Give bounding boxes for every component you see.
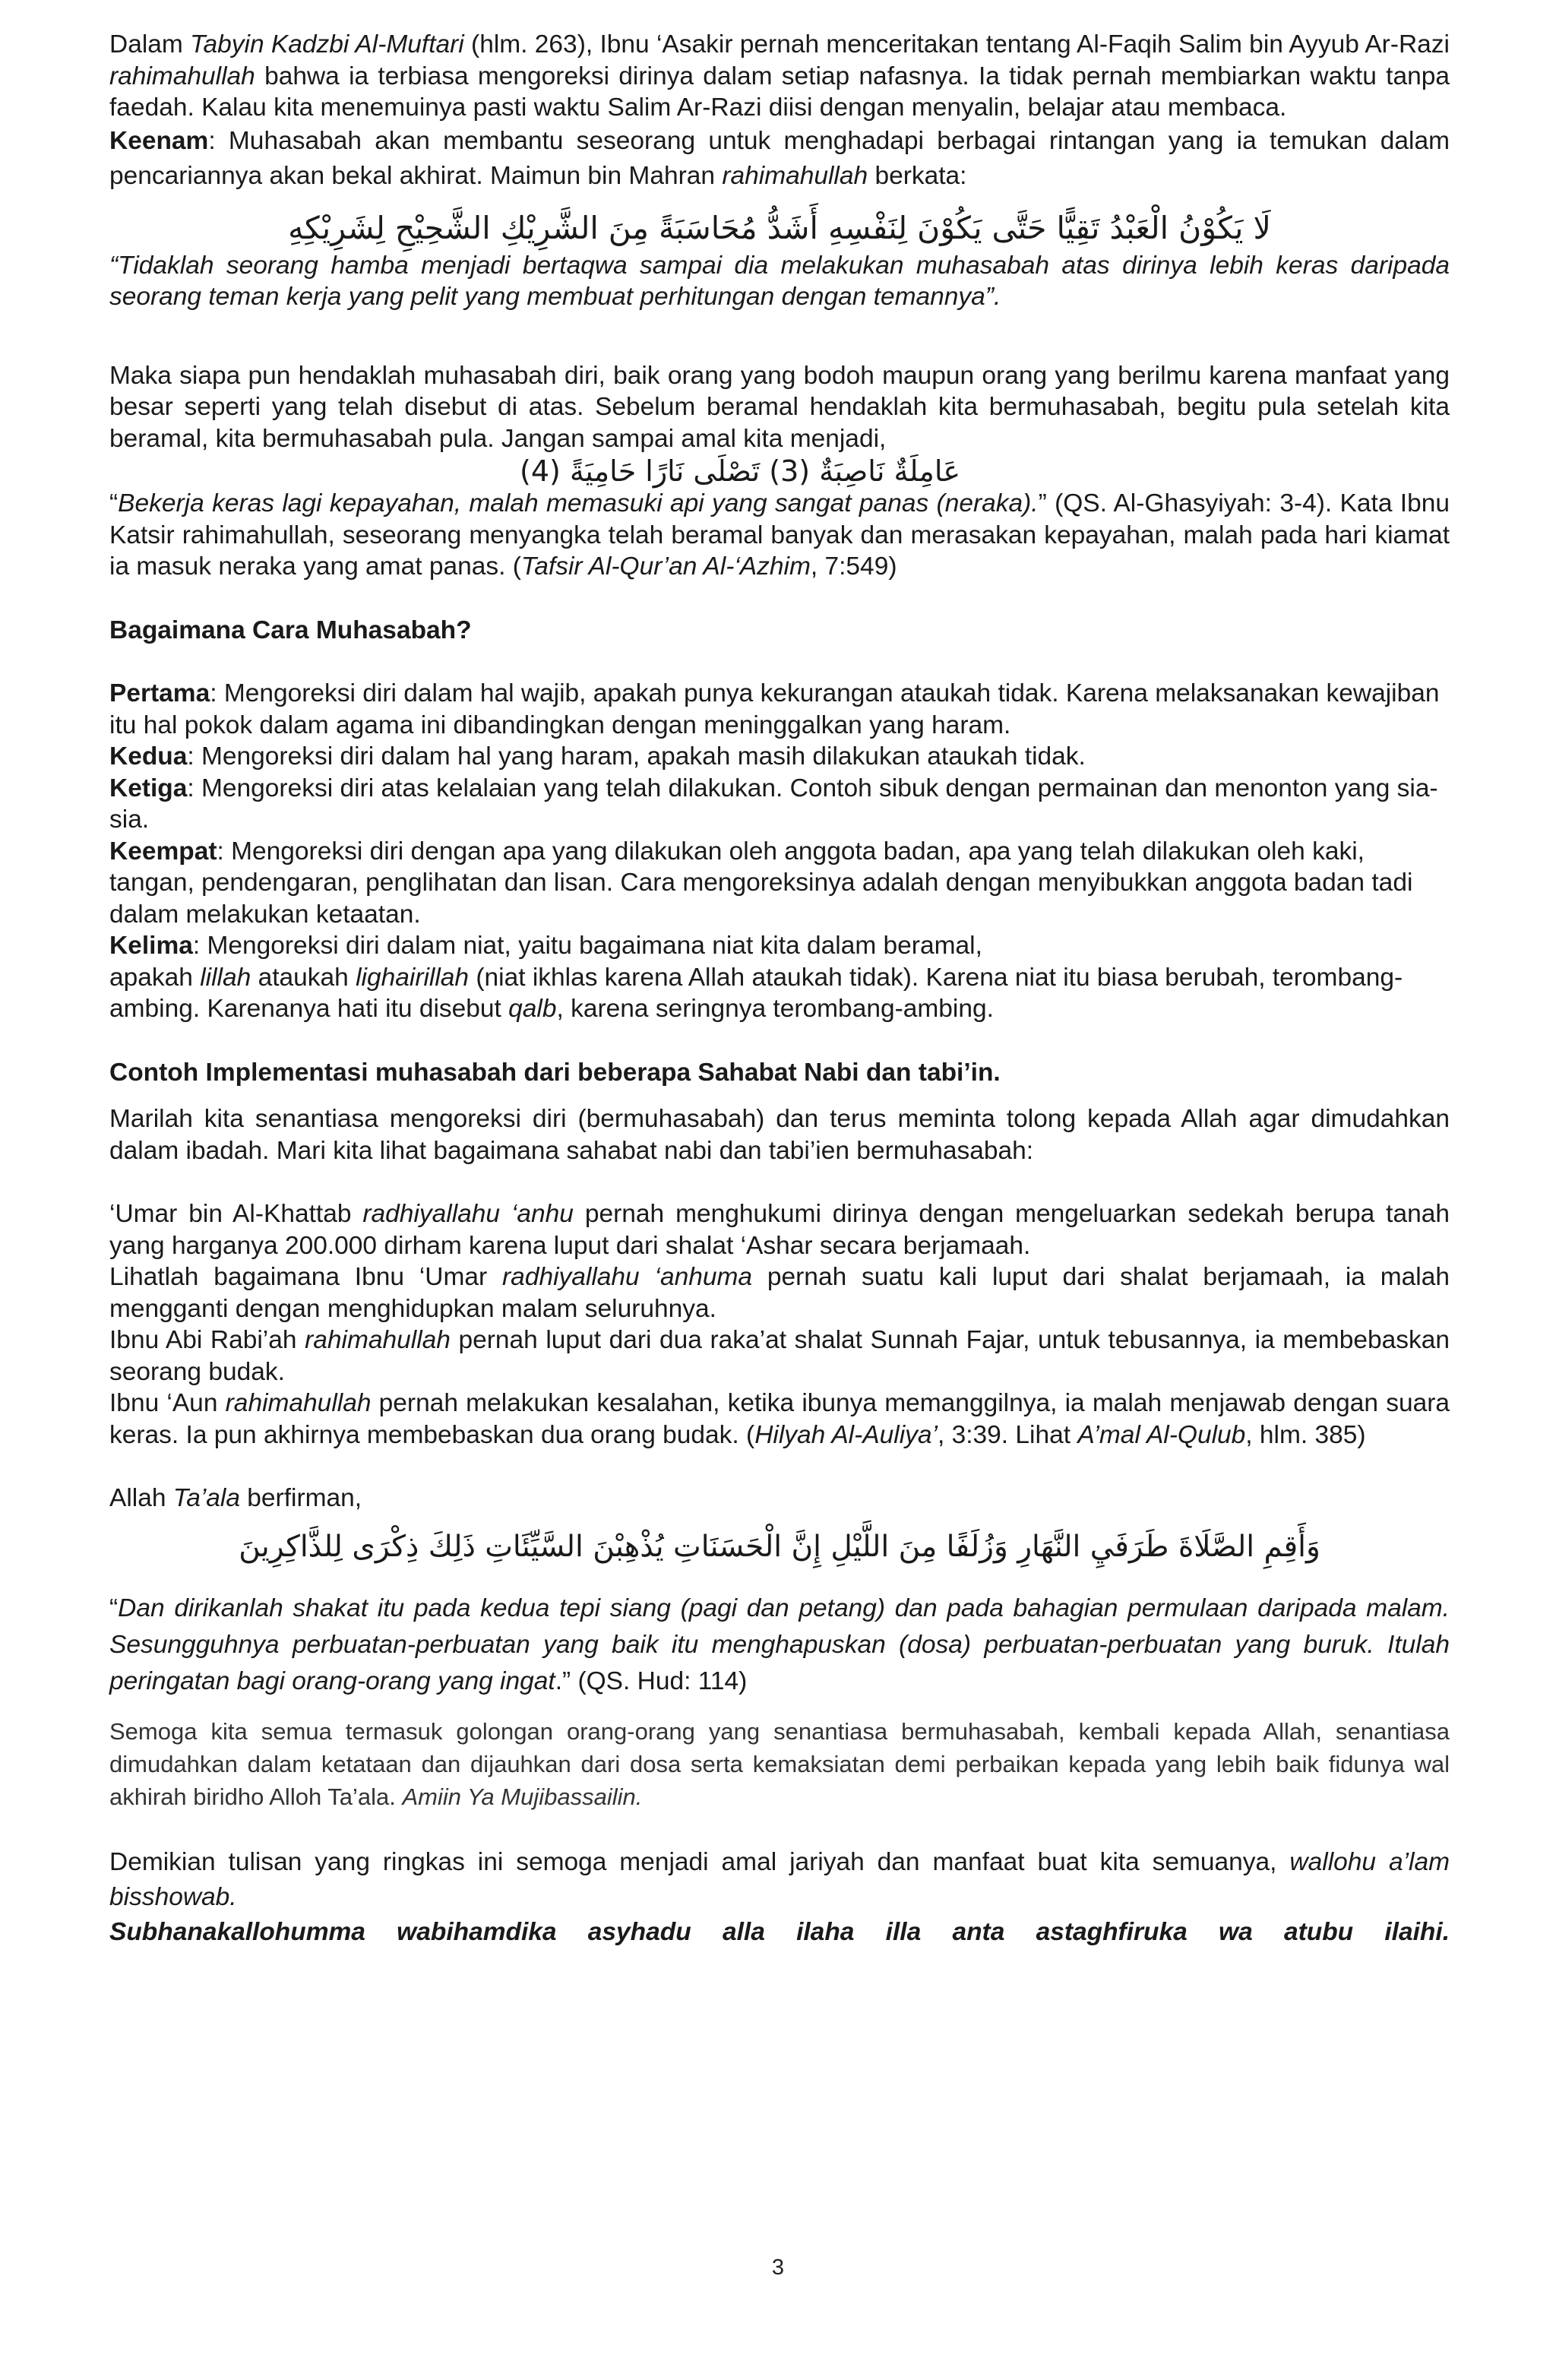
translation-maimun: “Tidaklah seorang hamba menjadi bertaqwa sampai dia melakukan muhasabah atas dirinya lebih keras daripada seorang teman kerja yang pelit yang membuat perhitungan dengan temannya”. <box>109 251 1450 311</box>
heading-contoh-implementasi: Contoh Implementasi muhasabah dari beberapa Sahabat Nabi dan tabi’in. <box>109 1058 1001 1087</box>
paragraph-keenam: Keenam: Muhasabah akan membantu seseorang untuk menghadapi berbagai rintangan yang ia temukan dalam pencariannya akan bekal akhirat. Maimun bin Mahran rahimahullah berkata: <box>109 126 1450 190</box>
paragraph-salim-ar-razi: Dalam Tabyin Kadzbi Al-Muftari (hlm. 263), Ibnu ‘Asakir pernah menceritakan tentang Al-Faqih Salim bin Ayyub Ar-Razi rahimahullah bahwa ia terbiasa mengoreksi dirinya dalam setiap nafasnya. Ia tidak pernah membiarkan waktu tanpa faedah. Kalau kita menemuinya pasti waktu Salim Ar-Razi diisi dengan menyalin, belajar atau membaca. <box>109 30 1450 122</box>
paragraph-ibnu-abi-rabiah: Ibnu Abi Rabi’ah rahimahullah pernah luput dari dua raka’at shalat Sunnah Fajar, untuk tebusannya, ia membebaskan seorang budak. <box>109 1326 1450 1386</box>
paragraph-closing-doa: Semoga kita semua termasuk golongan orang-orang yang senantiasa bermuhasabah, kembali kepada Allah, senantiasa dimudahkan dalam ketataan dan dijauhkan dari dosa serta kemaksiatan demi perbaikan kepada yang lebih baik fidunya wal akhirah biridho Alloh Ta’ala. Amiin Ya Mujibassailin. <box>109 1717 1450 1810</box>
point-pertama: Pertama: Mengoreksi diri dalam hal wajib, apakah punya kekurangan ataukah tidak. Karena melaksanakan kewajiban itu hal pokok dalam agama ini dibandingkan dengan meninggalkan yang haram. <box>109 679 1440 739</box>
page-number: 3 <box>771 2255 785 2280</box>
paragraph-subhanaka: Subhanakallohumma wabihamdika asyhadu alla ilaha illa anta astaghfiruka wa atubu ilaihi. <box>109 1917 1450 1946</box>
paragraph-umar: ‘Umar bin Al-Khattab radhiyallahu ‘anhu pernah menghukumi dirinya dengan mengeluarkan sedekah berupa tanah yang harganya 200.000 dirham karena luput dari shalat ‘Ashar secara berjamaah. <box>109 1200 1450 1260</box>
paragraph-ghasyiyah-translation: “Bekerja keras lagi kepayahan, malah memasuki api yang sangat panas (neraka).” (QS. Al-Ghasyiyah: 3-4). Kata Ibnu Katsir rahimahullah, seseorang menyangka telah beramal banyak dan merasakan kepayahan, malah pada hari kiamat ia masuk neraka yang amat panas. (Tafsir Al-Qur’an Al-‘Azhim, 7:549) <box>109 489 1450 581</box>
point-keempat: Keempat: Mengoreksi diri dengan apa yang dilakukan oleh anggota badan, apa yang telah dilakukan oleh kaki, tangan, pendengaran, penglihatan dan lisan. Cara mengoreksinya adalah dengan menyibukkan anggota badan tadi dalam melakukan ketaatan. <box>109 837 1413 929</box>
arabic-hud-114: وَأَقِمِ الصَّلَاةَ طَرَفَيِ النَّهَارِ وَزُلَفًا مِنَ اللَّيْلِ إِنَّ الْحَسَنَاتِ يُذْهِبْنَ السَّيِّئَاتِ ذَلِكَ ذِكْرَى لِلذَّاكِرِينَ <box>239 1529 1320 1564</box>
paragraph-allah-berfirman: Allah Ta’ala berfirman, <box>109 1484 362 1512</box>
point-kedua: Kedua: Mengoreksi diri dalam hal yang haram, apakah masih dilakukan ataukah tidak. <box>109 742 1086 771</box>
document-page <box>109 29 1450 1950</box>
arabic-quote-maimun: لَا يَكُوْنُ الْعَبْدُ تَقِيًّا حَتَّى يَكُوْنَ لِنَفْسِهِ أَشَدُّ مُحَاسَبَةً مِنَ الشَّرِيْكِ الشَّحِيْحِ لِشَرِيْكِهِ <box>288 209 1271 246</box>
paragraph-ibnu-aun: Ibnu ‘Aun rahimahullah pernah melakukan kesalahan, ketika ibunya memanggilnya, ia malah menjawab dengan suara keras. Ia pun akhirnya membebaskan dua orang budak. (Hilyah Al-Auliya’, 3:39. Lihat A’mal Al-Qulub, hlm. 385) <box>109 1389 1450 1449</box>
paragraph-maka-siapa: Maka siapa pun hendaklah muhasabah diri, baik orang yang bodoh maupun orang yang berilmu karena manfaat yang besar seperti yang telah disebut di atas. Sebelum beramal hendaklah kita bermuhasabah, begitu pula setelah kita beramal, kita bermuhasabah pula. Jangan sampai amal kita menjadi, <box>109 361 1450 453</box>
paragraph-hud-translation: “Dan dirikanlah shakat itu pada kedua tepi siang (pagi dan petang) dan pada bahagian permulaan daripada malam. Sesungguhnya perbuatan-perbuatan yang baik itu menghapuskan (dosa) perbuatan-perbuatan yang buruk. Itulah peringatan bagi orang-orang yang ingat.” (QS. Hud: 114) <box>109 1594 1450 1695</box>
arabic-ghasyiyah: عَامِلَةٌ نَاصِبَةٌ (3) تَصْلَى نَارًا حَامِيَةً (4) <box>520 454 961 488</box>
paragraph-ibnu-umar: Lihatlah bagaimana Ibnu ‘Umar radhiyallahu ‘anhuma pernah suatu kali luput dari shalat berjamaah, ia malah mengganti dengan menghidupkan malam seluruhnya. <box>109 1263 1450 1323</box>
heading-cara-muhasabah: Bagaimana Cara Muhasabah? <box>109 616 472 644</box>
point-ketiga: Ketiga: Mengoreksi diri atas kelalaian yang telah dilakukan. Contoh sibuk dengan permainan dan menonton yang sia-sia. <box>109 774 1438 834</box>
paragraph-demikian: Demikian tulisan yang ringkas ini semoga menjadi amal jariyah dan manfaat buat kita semuanya, wallohu a’lam bisshowab. <box>109 1847 1450 1911</box>
point-kelima: Kelima: Mengoreksi diri dalam niat, yaitu bagaimana niat kita dalam beramal, apakah lillah ataukah lighairillah (niat ikhlas karena Allah ataukah tidak). Karena niat itu biasa berubah, terombang-ambing. Karenanya hati itu disebut qalb, karena seringnya terombang-ambing. <box>109 932 1403 1023</box>
paragraph-marilah: Marilah kita senantiasa mengoreksi diri (bermuhasabah) dan terus meminta tolong kepada Allah agar dimudahkan dalam ibadah. Mari kita lihat bagaimana sahabat nabi dan tabi’ien bermuhasabah: <box>109 1105 1450 1165</box>
